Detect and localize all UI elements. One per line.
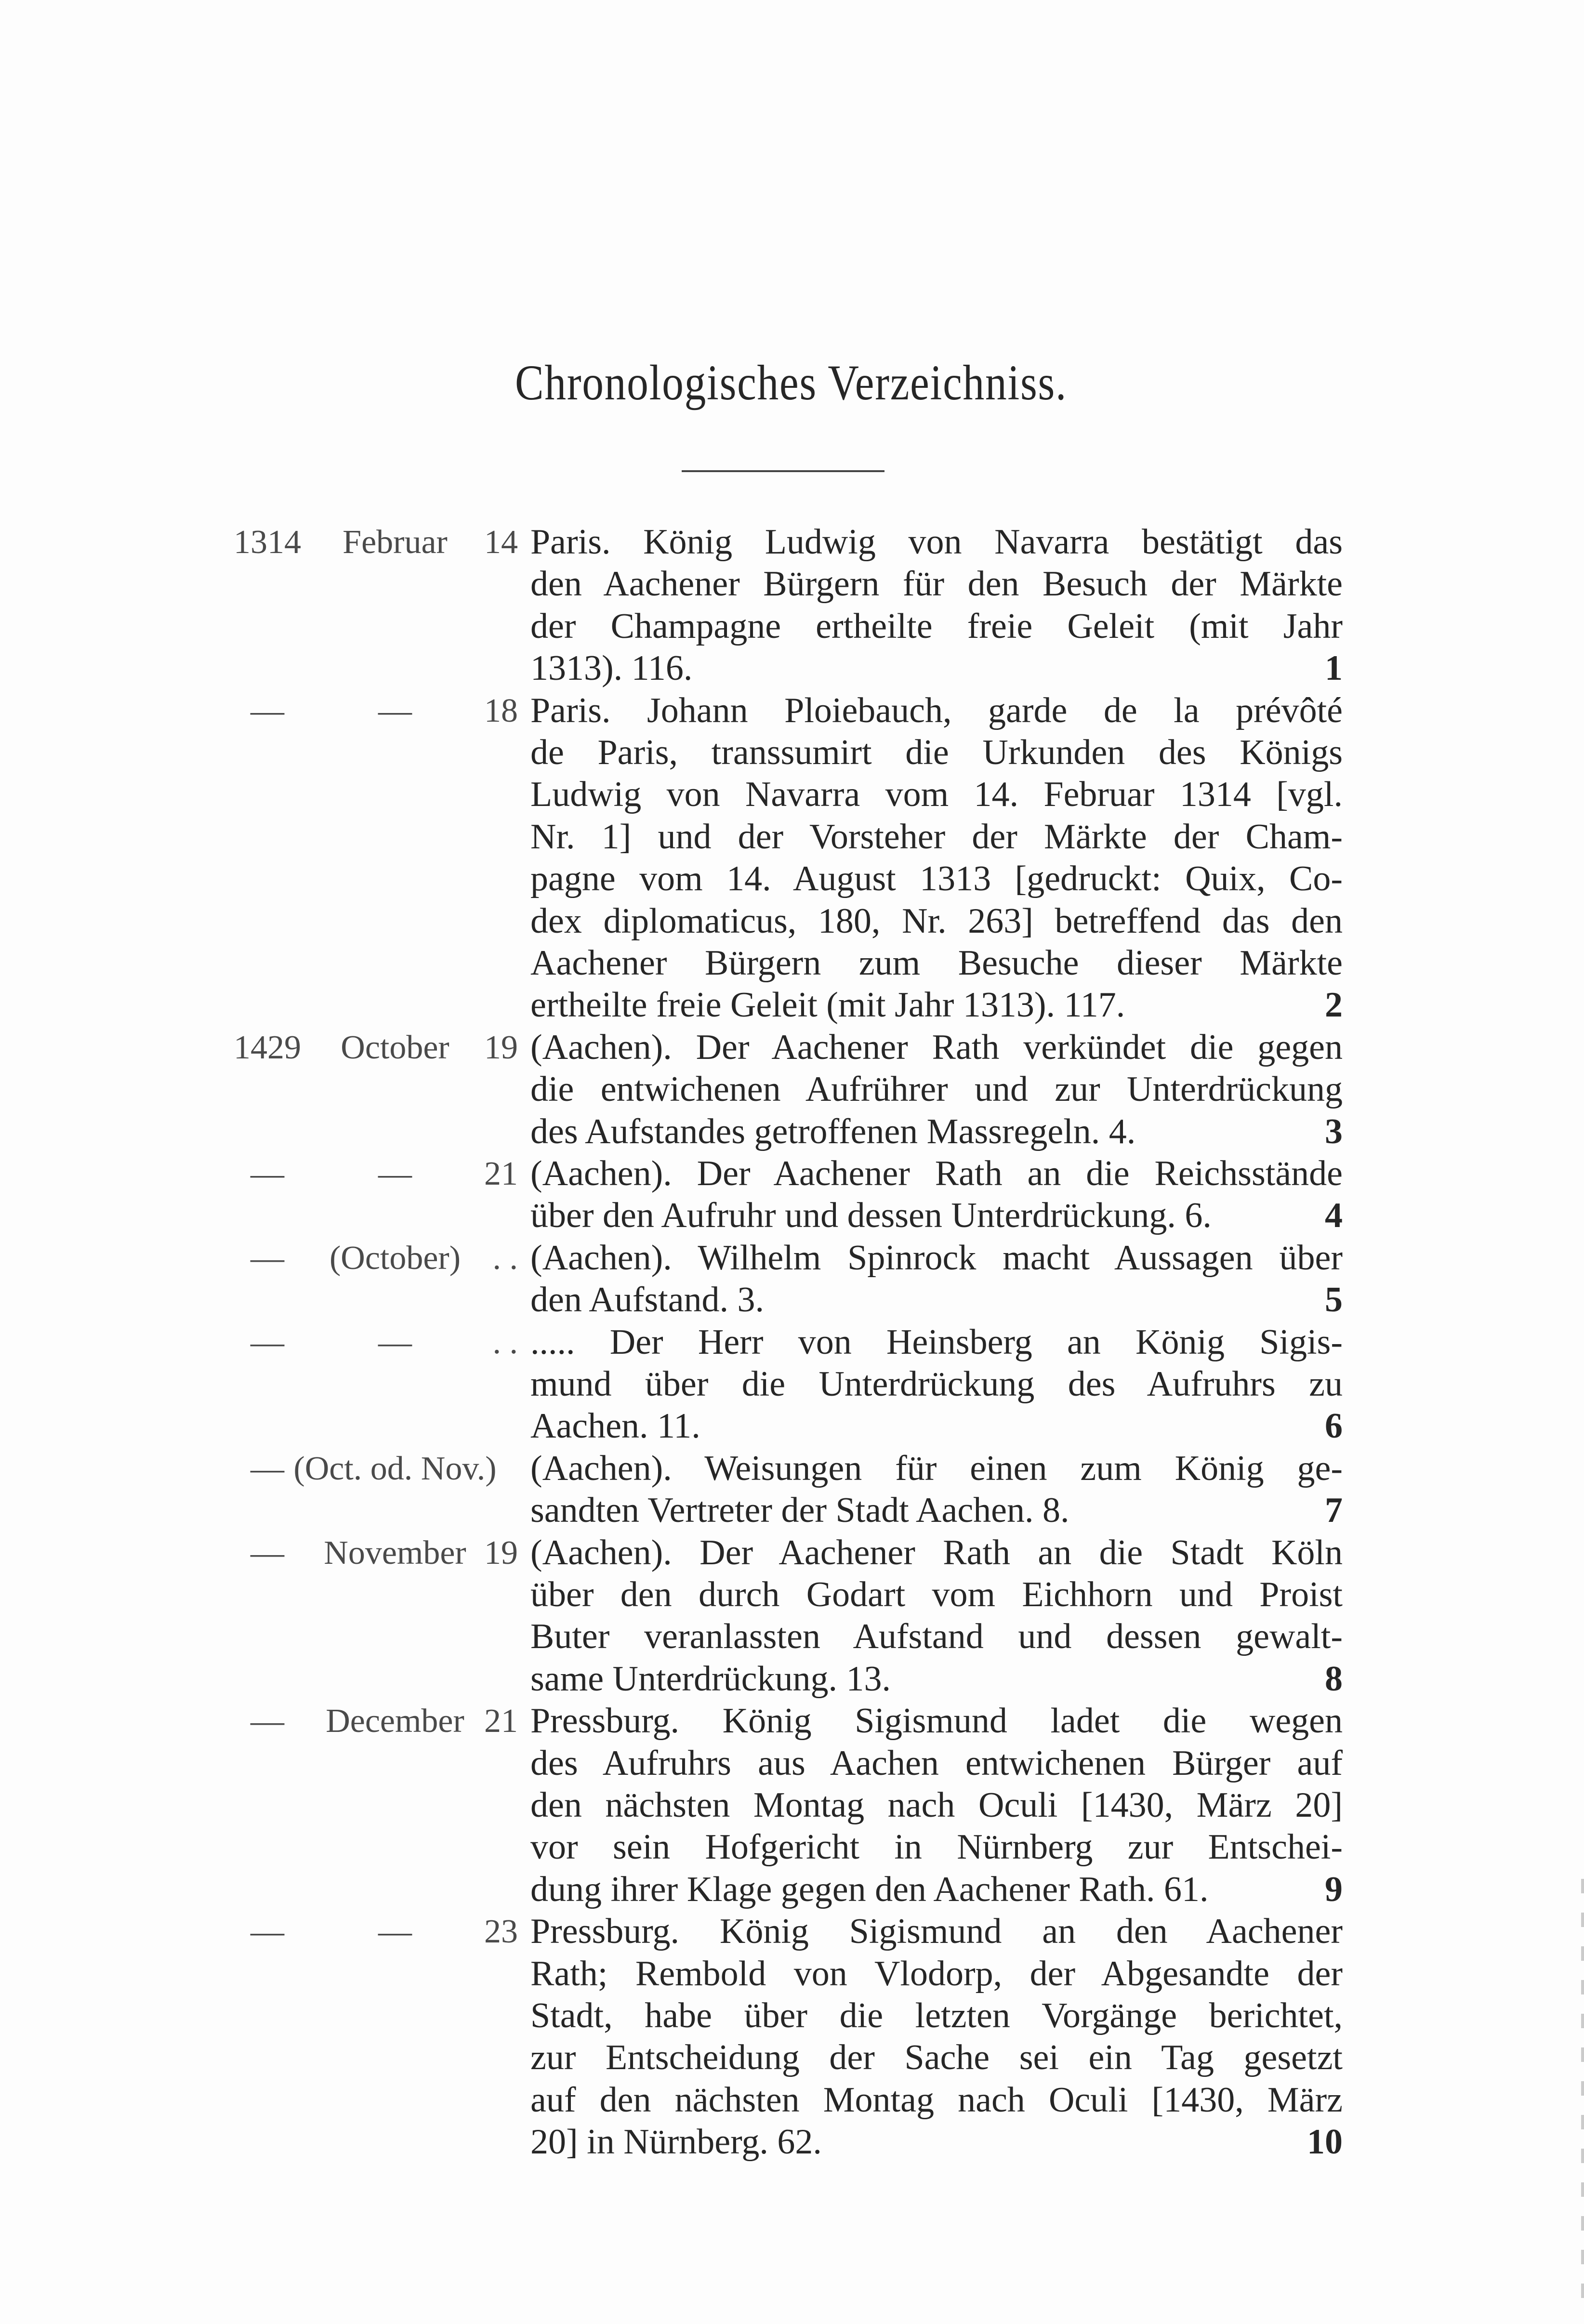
entry-text-line: über den durch Godart vom Eichhorn und Proist: [530, 1575, 1343, 1614]
entry-number: 7: [1325, 1491, 1343, 1531]
entry-text-line: Paris. Johann Ploiebauch, garde de la prévôté: [530, 690, 1343, 730]
entry-month: —: [378, 1913, 412, 1951]
entry-month: —: [378, 1323, 412, 1361]
title-divider: [682, 470, 884, 472]
entry-text-line: Pressburg. König Sigismund an den Aachener: [530, 1912, 1343, 1952]
entry-day: 14: [484, 524, 518, 561]
entry-text-line: zur Entscheidung der Sache sei ein Tag gesetzt: [530, 2038, 1343, 2078]
entry-text-line: vor sein Hofgericht in Nürnberg zur Entschei-: [530, 1827, 1343, 1867]
entry-text-line: des Aufstandes getroffenen Massregeln. 4.: [530, 1111, 1136, 1151]
entry-text-line: auf den nächsten Montag nach Oculi [1430, März: [530, 2080, 1343, 2120]
entry-number: 5: [1325, 1280, 1343, 1320]
entry-text-line: same Unterdrückung. 13.: [530, 1659, 891, 1699]
entry-text-line: den nächsten Montag nach Oculi [1430, März 20]: [530, 1785, 1343, 1825]
entry-text-line: (Aachen). Der Aachener Rath an die Stadt Köln: [530, 1532, 1343, 1572]
entry-month: November: [324, 1534, 466, 1571]
entry-year: 1429: [234, 1029, 301, 1066]
entry-text-line: über den Aufruhr und dessen Unterdrückung. 6.: [530, 1196, 1212, 1236]
entry-text-line: den Aachener Bürgern für den Besuch der Märkte: [530, 564, 1343, 604]
entry-text-line: pagne vom 14. August 1313 [gedruckt: Quix, Co-: [530, 859, 1343, 899]
entry-text-line: dex diplomaticus, 180, Nr. 263] betreffend das den: [530, 901, 1343, 941]
entry-number: 3: [1325, 1111, 1343, 1151]
entry-day: 21: [484, 1155, 518, 1192]
entry-text-line: den Aufstand. 3.: [530, 1280, 765, 1320]
entry-number: 1: [1325, 648, 1343, 688]
entry-day: 19: [484, 1534, 518, 1571]
entry-text-line: ertheilte freie Geleit (mit Jahr 1313). 117.: [530, 985, 1125, 1025]
entry-text-line: Aachener Bürgern zum Besuche dieser Märkte: [530, 943, 1343, 983]
entry-month: October: [341, 1029, 449, 1066]
entry-month: Februar: [343, 524, 448, 561]
entry-number: 2: [1325, 985, 1343, 1025]
entry-text-line: 20] in Nürnberg. 62.: [530, 2122, 822, 2162]
entry-day: . .: [492, 1239, 518, 1277]
entry-number: 4: [1325, 1196, 1343, 1236]
entry-number: 9: [1325, 1869, 1343, 1909]
entry-number: 6: [1325, 1406, 1343, 1446]
entry-text-line: (Aachen). Der Aachener Rath an die Reichsstände: [530, 1154, 1343, 1193]
entry-year: —: [251, 1323, 284, 1361]
entry-year: —: [251, 1534, 284, 1571]
entry-text-line: Stadt, habe über die letzten Vorgänge berichtet,: [530, 1996, 1343, 2035]
entry-text-line: Aachen. 11.: [530, 1406, 700, 1446]
entry-text-line: Ludwig von Navarra vom 14. Februar 1314 [vgl.: [530, 775, 1343, 815]
entry-text-line: (Aachen). Der Aachener Rath verkündet die gegen: [530, 1027, 1343, 1067]
entry-year: —: [251, 1450, 284, 1487]
entry-text-line: (Aachen). Wilhelm Spinrock macht Aussagen über: [530, 1238, 1343, 1278]
entry-month: (Oct. od. Nov.): [293, 1450, 497, 1487]
page-title: Chronologisches Verzeichniss.: [515, 355, 1068, 410]
scan-edge-marks: [1581, 1879, 1584, 2312]
entry-month: December: [326, 1703, 464, 1740]
entry-year: 1314: [234, 524, 301, 561]
entry-text-line: sandten Vertreter der Stadt Aachen. 8.: [530, 1491, 1069, 1531]
entry-day: 21: [484, 1703, 518, 1740]
entry-text-line: des Aufruhrs aus Aachen entwichenen Bürger auf: [530, 1743, 1343, 1783]
entry-month: —: [378, 692, 412, 729]
entry-text-line: Paris. König Ludwig von Navarra bestätigt das: [530, 522, 1343, 562]
entry-number: 10: [1307, 2122, 1343, 2162]
entry-text-line: ..... Der Herr von Heinsberg an König Sigis-: [530, 1322, 1343, 1362]
entry-text-line: die entwichenen Aufrührer und zur Unterdrückung: [530, 1070, 1343, 1109]
entry-day: . .: [492, 1323, 518, 1361]
entry-month: —: [378, 1155, 412, 1192]
entry-text-line: (Aachen). Weisungen für einen zum König ge-: [530, 1448, 1343, 1488]
entry-text-line: 1313). 116.: [530, 648, 693, 688]
entry-text-line: Buter veranlassten Aufstand und dessen gewalt-: [530, 1617, 1343, 1657]
entry-month: (October): [329, 1239, 461, 1277]
entry-year: —: [251, 1703, 284, 1740]
entry-day: 18: [484, 692, 518, 729]
entry-number: 8: [1325, 1659, 1343, 1699]
entry-year: —: [251, 1155, 284, 1192]
entry-text-line: dung ihrer Klage gegen den Aachener Rath. 61.: [530, 1869, 1209, 1909]
entry-text-line: Pressburg. König Sigismund ladet die wegen: [530, 1701, 1343, 1741]
entry-year: —: [251, 1913, 284, 1951]
entry-text-line: Nr. 1] und der Vorsteher der Märkte der Cham-: [530, 817, 1343, 857]
entry-year: —: [251, 1239, 284, 1277]
entry-text-line: der Champagne ertheilte freie Geleit (mit Jahr: [530, 606, 1343, 646]
entry-day: 23: [484, 1913, 518, 1951]
entry-text-line: mund über die Unterdrückung des Aufruhrs zu: [530, 1364, 1343, 1404]
entry-day: 19: [484, 1029, 518, 1066]
entry-year: —: [251, 692, 284, 729]
entry-text-line: Rath; Rembold von Vlodorp, der Abgesandte der: [530, 1954, 1343, 1994]
entry-text-line: de Paris, transsumirt die Urkunden des Königs: [530, 733, 1343, 772]
